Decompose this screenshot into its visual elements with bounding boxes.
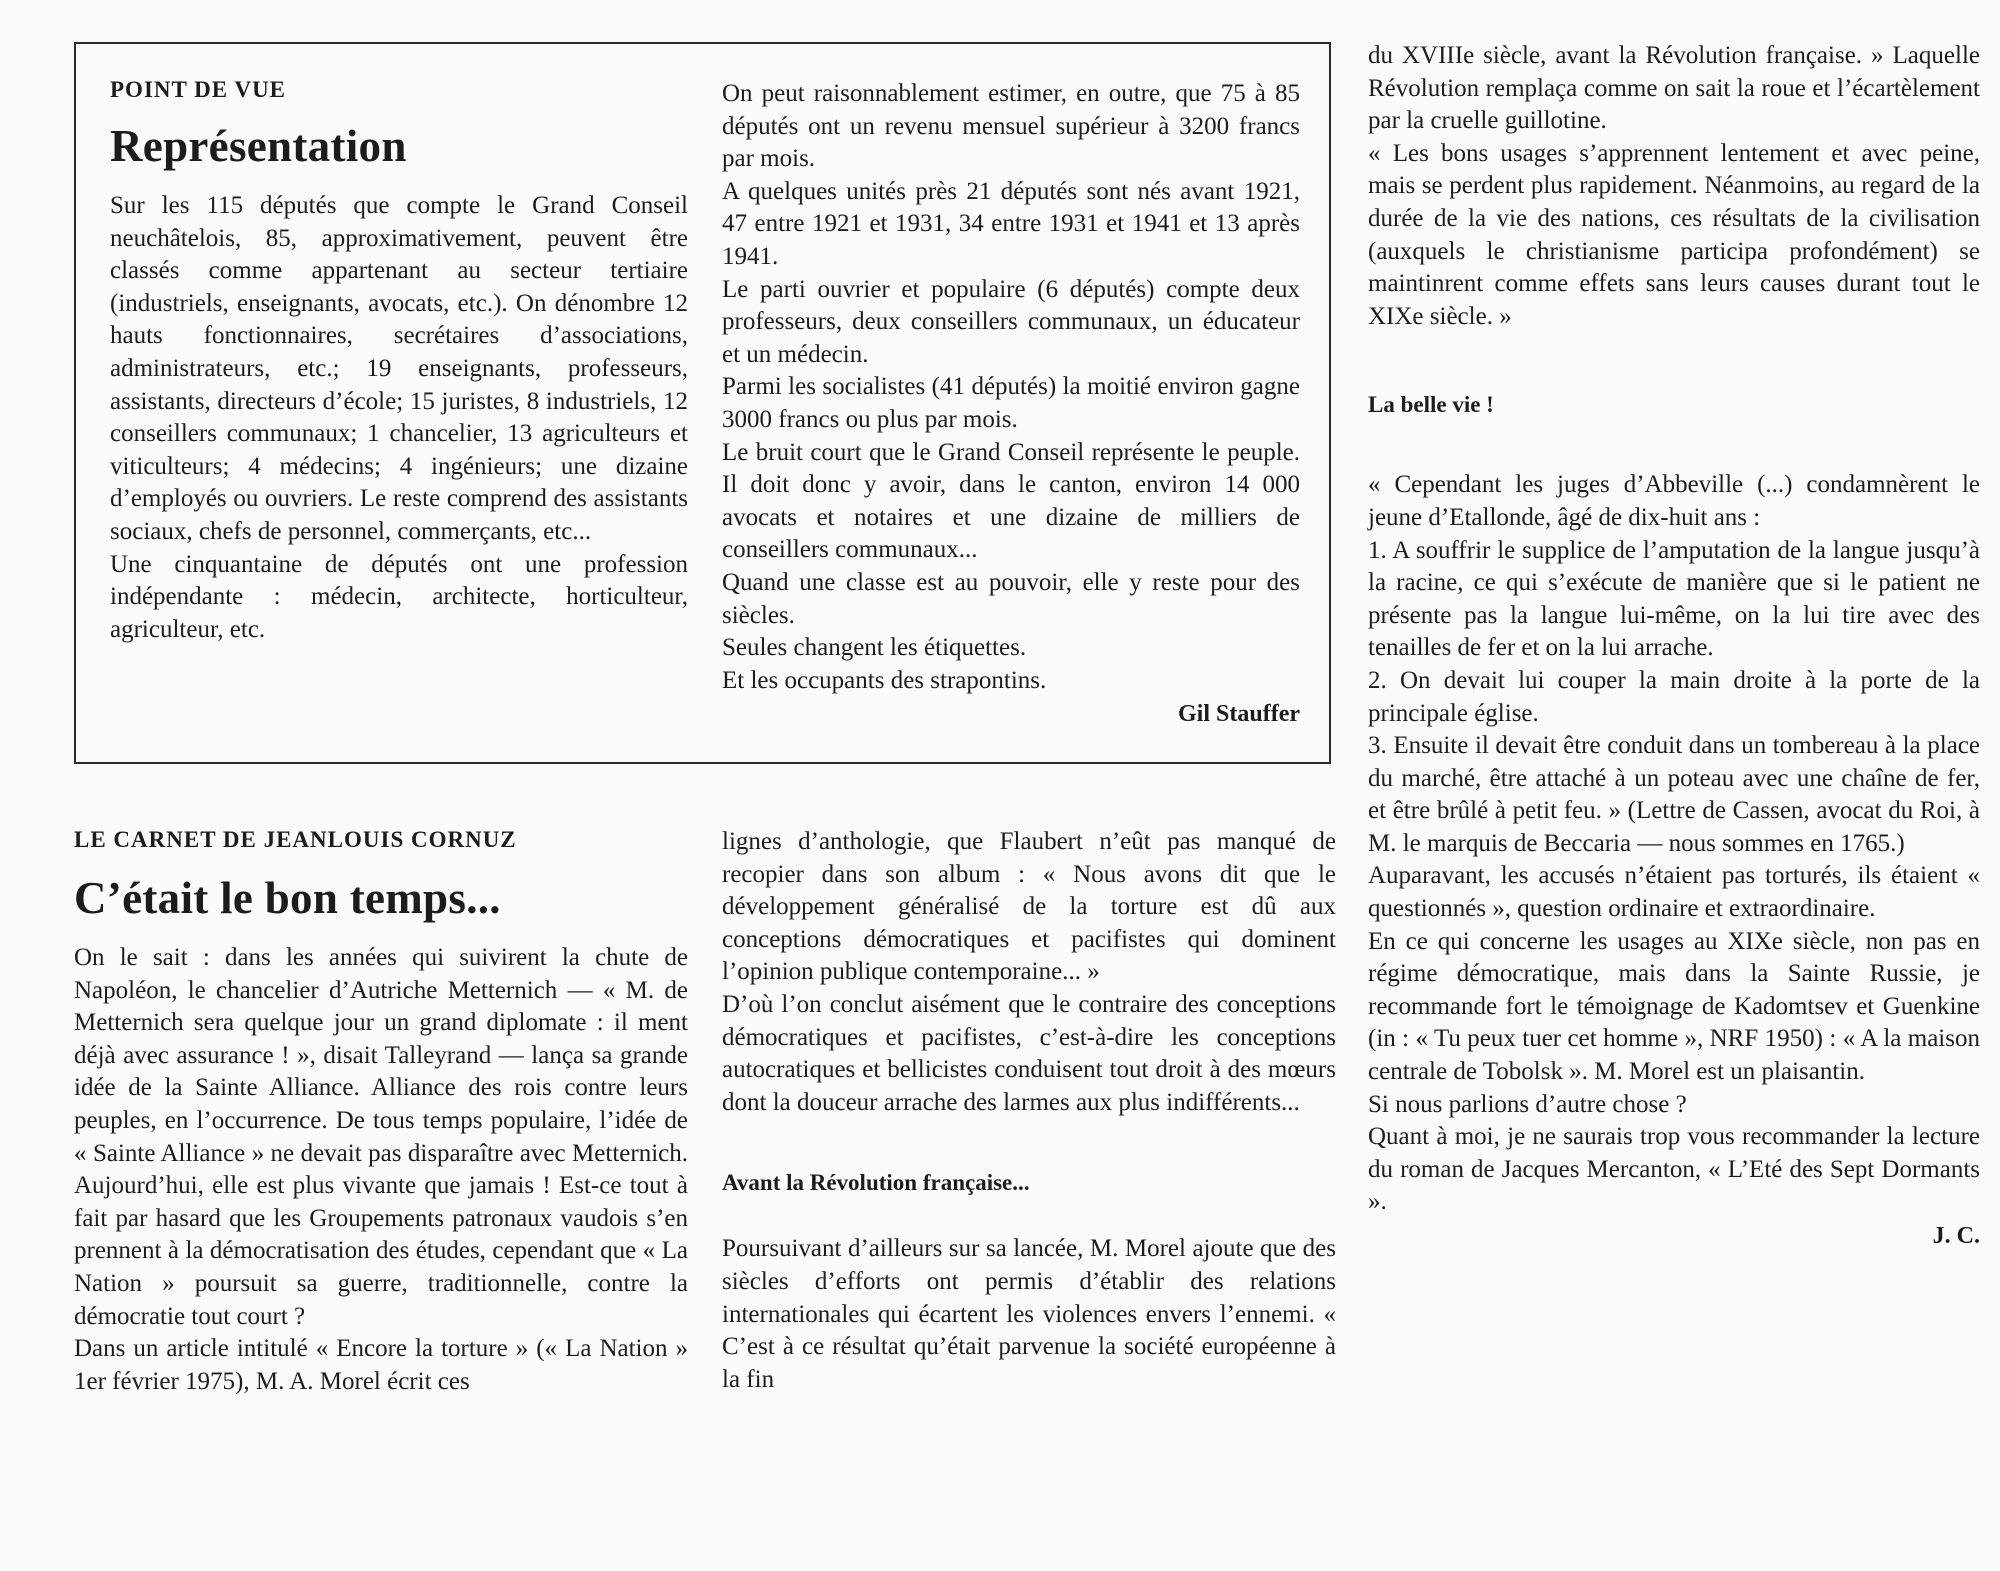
carnet-col2-para-1: lignes d’anthologie, que Flaubert n’eût pas manqué de recopier dans son album : « Nous avons dit que le développement généralisé de la torture est dû aux conceptions démocratiques et pacifistes qui dominent l’opinion publique contemporaine... »	[722, 828, 1336, 986]
carnet-column-2	[722, 826, 1336, 1396]
box-left-column	[110, 74, 688, 646]
box-kicker: POINT DE VUE	[110, 77, 287, 102]
box-right-para-8: Et les occupants des strapontins.	[722, 666, 1047, 694]
carnet-kicker: LE CARNET DE JEANLOUIS CORNUZ	[74, 827, 517, 852]
carnet-col3-para-8: En ce qui concerne les usages au XIXe siècle, non pas en régime démocratique, mais dans la Sainte Russie, je recommande fort le témoignage de Kadomtsev et Guenkine (in : « Tu peux tuer cet homme », NRF 1950) : « A la maison centrale de Tobolsk ». M. Morel est un plaisantin.	[1368, 927, 1980, 1086]
carnet-col3-para-9: Si nous parlions d’autre chose ?	[1368, 1090, 1687, 1118]
carnet-col3-para-3: « Cependant les juges d’Abbeville (...) condamnèrent le jeune d’Etallonde, âgé de dix-huit ans :	[1368, 471, 1980, 531]
box-left-para-2: Une cinquantaine de députés ont une profession indépendante : médecin, architecte, horticulteur, agriculteur, etc.	[110, 550, 688, 643]
carnet-title: C’était le bon temps...	[74, 873, 501, 923]
box-signature: Gil Stauffer	[1178, 701, 1300, 728]
carnet-column-3	[1368, 40, 1980, 1253]
carnet-col3-para-10: Quant à moi, je ne saurais trop vous recommander la lecture du roman de Jacques Mercanton, « L’Eté des Sept Dormants ».	[1368, 1123, 1980, 1216]
box-right-para-5: Le bruit court que le Grand Conseil représente le peuple. Il doit donc y avoir, dans le canton, environ 14 000 avocats et notaires et une dizaine de milliers de conseillers communaux...	[722, 438, 1300, 564]
carnet-col3-para-5: 2. On devait lui couper la main droite à la porte de la principale église.	[1368, 666, 1980, 727]
subhead-la-belle-vie: La belle vie !	[1368, 392, 1494, 418]
carnet-col3-para-4: 1. A souffrir le supplice de l’amputation de la langue jusqu’à la racine, ce qui s’exécute de manière que si le patient ne présente pas la langue lui-même, on la lui tire avec des tenailles de fer et on la lui arrache.	[1368, 536, 1980, 662]
box-left-para-1: Sur les 115 députés que compte le Grand Conseil neuchâtelois, 85, approximativement, peuvent être classés comme appartenant au secteur tertiaire (industriels, enseignants, avocats, etc.). On dénombre 12 hauts fonctionnaires, secrétaires d’associations, administrateurs, etc.; 19 enseignants, professeurs, assistants, directeurs d’école; 15 juristes, 8 industriels, 12 conseillers communaux; 1 chancelier, 13 agriculteurs et viticulteurs; 4 médecins; 4 ingénieurs; une dizaine d’employés ou ouvriers. Le reste comprend des assistants sociaux, chefs de personnel, commerçants, etc...	[110, 192, 688, 545]
box-right-para-6: Quand une classe est au pouvoir, elle y reste pour des siècles.	[722, 568, 1300, 629]
carnet-col3-para-1: du XVIIIe siècle, avant la Révolution française. » Laquelle Révolution remplaça comme on sait la roue et l’écartèlement par la cruelle guillotine.	[1368, 42, 1980, 135]
carnet-col3-para-7: Auparavant, les accusés n’étaient pas torturés, ils étaient « questionnés », question ordinaire et extraordinaire.	[1368, 862, 1980, 923]
carnet-signature: J. C.	[1932, 1223, 1980, 1249]
box-right-para-3: Le parti ouvrier et populaire (6 députés) compte deux professeurs, deux conseillers communaux, un éducateur et un médecin.	[722, 275, 1300, 368]
box-right-para-1: On peut raisonnablement estimer, en outre, que 75 à 85 députés ont un revenu mensuel supérieur à 3200 francs par mois.	[722, 80, 1300, 173]
carnet-col1-para-2: Dans un article intitulé « Encore la torture » (« La Nation » 1er février 1975), M. A. Morel écrit ces	[74, 1335, 688, 1395]
box-right-para-2: A quelques unités près 21 députés sont nés avant 1921, 47 entre 1921 et 1931, 34 entre 1931 et 1941 et 13 après 1941.	[722, 177, 1300, 270]
box-right-column	[722, 78, 1300, 731]
subhead-avant-la-revolution: Avant la Révolution française...	[722, 1170, 1030, 1196]
carnet-column-1	[74, 824, 688, 1398]
box-title: Représentation	[110, 121, 407, 171]
carnet-col3-para-2: « Les bons usages s’apprennent lentement et avec peine, mais se perdent plus rapidement. Néanmoins, au regard de la durée de la vie des nations, ces résultats de la civilisation (auxquels le christianisme participa profondément) se maintinrent comme effets sans leurs causes durant tout le XIXe siècle. »	[1368, 139, 1980, 330]
carnet-col2-para-2: D’où l’on conclut aisément que le contraire des conceptions démocratiques et pacifistes, c’est-à-dire les conceptions autocratiques et bellicistes conduisent tout droit à des mœurs dont la douceur arrache des larmes aux plus indifférents...	[722, 990, 1336, 1116]
box-right-para-4: Parmi les socialistes (41 députés) la moitié environ gagne 3000 francs ou plus par mois.	[722, 373, 1300, 433]
carnet-col1-para-1: On le sait : dans les années qui suivirent la chute de Napoléon, le chancelier d’Autriche Metternich — « M. de Metternich sera quelque jour un grand diplomate : il ment déjà avec assurance ! », disait Talleyrand — lança sa grande idée de la Sainte Alliance. Alliance des rois contre leurs peuples, en l’occurrence. De tous temps populaire, l’idée de « Sainte Alliance » ne devait pas disparaître avec Metternich. Aujourd’hui, elle est plus vivante que jamais ! Est-ce tout à fait par hasard que les Groupements patronaux vaudois s’en prennent à la démocratisation des études, cependant que « La Nation » poursuit sa guerre, traditionnelle, contre la démocratie tout court ?	[74, 944, 688, 1330]
carnet-col2-para-3: Poursuivant d’ailleurs sur sa lancée, M. Morel ajoute que des siècles d’efforts ont permis d’établir des relations internationales qui écartent les violences envers l’ennemi. « C’est à ce résultat qu’était parvenue la société européenne à la fin	[722, 1235, 1336, 1393]
box-right-para-7: Seules changent les étiquettes.	[722, 634, 1027, 662]
carnet-col3-para-6: 3. Ensuite il devait être conduit dans un tombereau à la place du marché, être attaché à un poteau avec une chaîne de fer, et être brûlé à petit feu. » (Lettre de Cassen, avocat du Roi, à M. le marquis de Beccaria — nous sommes en 1765.)	[1368, 732, 1980, 857]
